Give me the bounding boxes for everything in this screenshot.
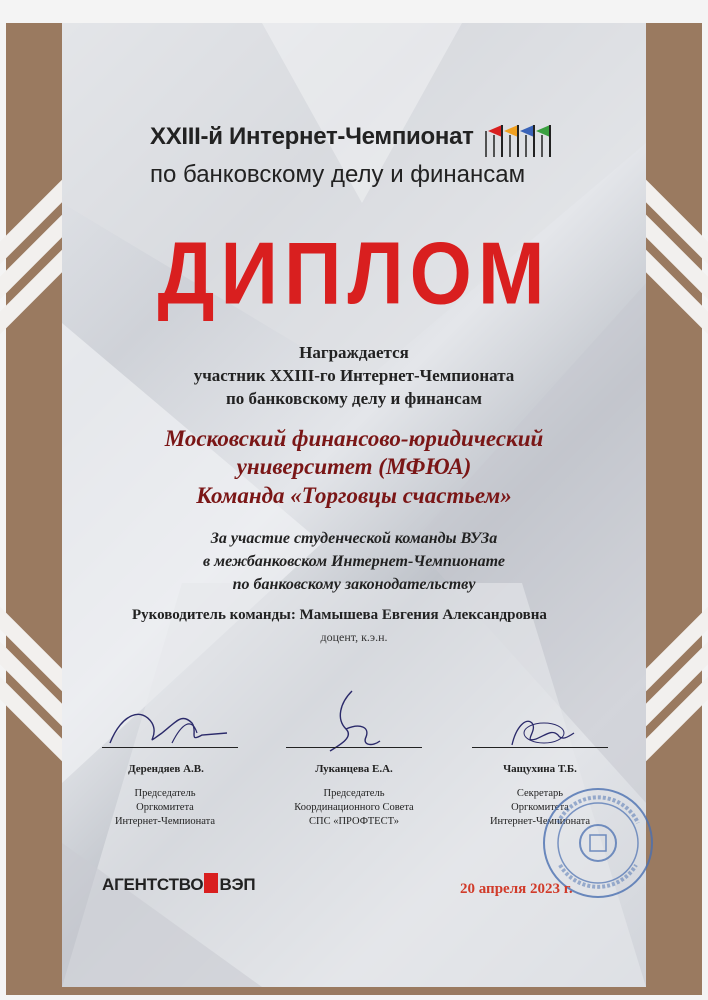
signer-1-role: Председатель Оргкомитета Интернет-Чемпионата bbox=[114, 788, 216, 827]
reason-line-1: За участие студенческой команды ВУЗа bbox=[210, 530, 498, 547]
diploma-heading: ДИПЛОМ bbox=[157, 224, 551, 323]
championship-title: XXIII-й Интернет-Чемпионат bbox=[150, 123, 474, 150]
signature-line-2 bbox=[286, 747, 422, 748]
signer-1-name: Дерендяев А.В. bbox=[128, 763, 204, 775]
team-leader: Руководитель команды: Мамышева Евгения Александровна bbox=[132, 607, 547, 623]
award-line-1: Награждается bbox=[299, 343, 409, 362]
award-line-3: по банковскому делу и финансам bbox=[226, 389, 482, 408]
award-line-2: участник XXIII-го Интернет-Чемпионата bbox=[193, 366, 515, 385]
signer-2-name: Луканцева Е.А. bbox=[315, 763, 393, 775]
signer-2-role: Председатель Координационного Совета СПС «ПРОФТЕСТ» bbox=[294, 788, 414, 827]
signer-3-role: Секретарь Оргкомитета Интернет-Чемпионата bbox=[489, 788, 591, 827]
signer-3-name: Чащухина Т.Б. bbox=[503, 763, 577, 775]
agency-logo-mark-icon bbox=[204, 873, 218, 893]
award-date: 20 апреля 2023 г. bbox=[460, 881, 573, 897]
recipient-team: Команда «Торговцы счастьем» bbox=[196, 483, 512, 508]
agency-logo: АГЕНТСТВО ВЭП bbox=[102, 875, 256, 894]
flags-icon bbox=[482, 121, 552, 161]
recipient-line-1: Московский финансово-юридический bbox=[164, 426, 544, 451]
signature-1-icon bbox=[102, 703, 232, 753]
reason-line-3: по банковскому законодательству bbox=[232, 576, 476, 593]
reason-line-2: в межбанковском Интернет-Чемпионате bbox=[203, 553, 505, 570]
recipient-line-2: университет (МФЮА) bbox=[236, 454, 472, 479]
championship-subtitle: по банковскому делу и финансам bbox=[150, 161, 526, 188]
signature-line-3 bbox=[472, 747, 608, 748]
team-leader-title: доцент, к.э.н. bbox=[320, 630, 388, 644]
certificate-content bbox=[62, 23, 646, 987]
signature-line-1 bbox=[102, 747, 238, 748]
